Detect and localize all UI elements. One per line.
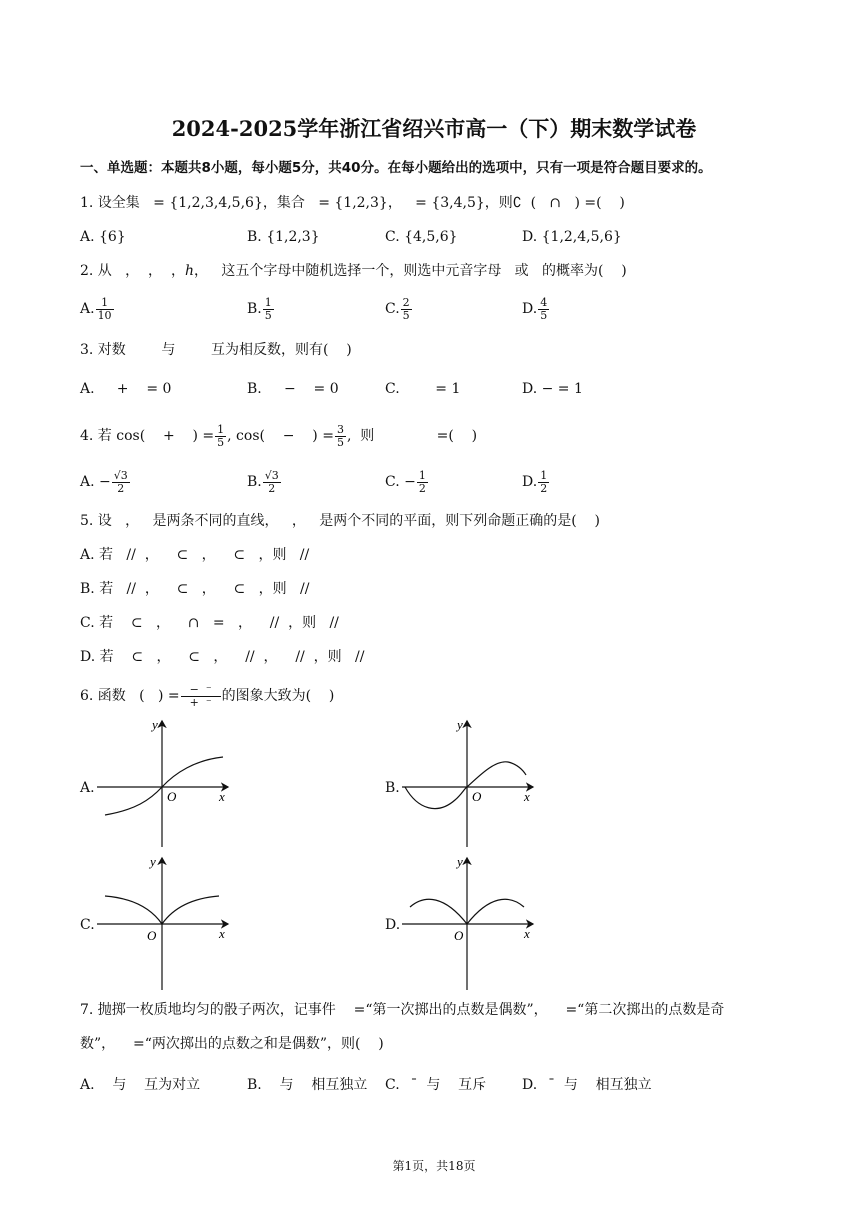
q6-option-a: A. [80, 780, 95, 796]
q3-option-c: C. = 1 [385, 381, 461, 397]
q5-option-a: A. 若 // ， ⊂ ， ⊂ ，则 // [80, 547, 310, 563]
q5-option-d: D. 若 ⊂ ， ⊂ ， // ， // ，则 // [80, 649, 365, 665]
graph-b [400, 715, 550, 850]
page-title: 2024-2025学年浙江省绍兴市高一（下）期末数学试卷 [171, 116, 697, 141]
graph-a [95, 715, 245, 850]
y-label: y [150, 854, 156, 869]
curve [405, 762, 526, 809]
q3-option-d: D. − = 1 [522, 381, 583, 397]
page-footer: 第1页，共18页 [392, 1159, 476, 1173]
q2-option-d: D. $\frac{4}{5}$ [522, 296, 548, 322]
q2-option-a: A. $\frac{1}{10}$ [80, 296, 112, 322]
question-7-line-2: 数”， =“两次掷出的点数之和是偶数”，则( ) [80, 1036, 384, 1052]
q7-option-b: B. 与 相互独立 [247, 1077, 368, 1093]
q1-option-c: C. {4,5,6} [385, 229, 458, 245]
q3-option-a: A. + = 0 [80, 381, 172, 397]
graph-d [400, 852, 550, 992]
q7-option-c: C. ̄ 与 互斥 [385, 1077, 487, 1093]
q5-option-c: C. 若 ⊂ ， ∩ = ， // ，则 // [80, 615, 339, 631]
q5-option-b: B. 若 // ， ⊂ ， ⊂ ，则 // [80, 581, 310, 597]
q7-option-d: D. ̄ 与 相互独立 [522, 1077, 652, 1093]
q1-option-d: D. {1,2,4,5,6} [522, 229, 622, 245]
q6-option-c: C. [80, 917, 95, 933]
origin-label: O [454, 928, 464, 943]
y-label: y [457, 854, 463, 869]
q2-option-b: B. $\frac{1}{5}$ [247, 296, 272, 322]
q1-option-a: A. {6} [80, 229, 126, 245]
question-5-stem: 5. 设 ， 是两条不同的直线， ， 是两个不同的平面，则下列命题正确的是( ) [80, 513, 600, 529]
q4-option-a: A. − $\frac{√3}{2}$ [80, 469, 128, 495]
q3-option-b: B. − = 0 [247, 381, 339, 397]
q4-option-d: D. $\frac{1}{2}$ [522, 469, 548, 495]
y-label: y [457, 717, 463, 732]
question-6-stem: 6. 函数 ( ) = $\frac{- ^-}{+ ^-}$ 的图象大致为( ) [80, 683, 335, 709]
origin-label: O [167, 789, 177, 804]
x-label: x [524, 926, 530, 941]
q2-option-c: C. $\frac{2}{5}$ [385, 296, 410, 322]
question-3-stem: 3. 对数 与 互为相反数，则有( ) [80, 342, 352, 358]
x-label: x [219, 789, 225, 804]
graph-c [95, 852, 245, 992]
question-4-stem: 4. 若 cos( + ) = $\frac{1}{5}$ , cos( − ) = $\frac{3}{5}$ , 则 =( ) [80, 423, 478, 449]
q6-option-b: B. [385, 780, 400, 796]
origin-label: O [472, 789, 482, 804]
q4-option-c: C. − $\frac{1}{2}$ [385, 469, 426, 495]
q6-option-d: D. [385, 917, 401, 933]
q1-option-b: B. {1,2,3} [247, 229, 320, 245]
question-1-stem: 1. 设全集 = {1,2,3,4,5,6}，集合 = {1,2,3}， = {3,4,5}，则∁ ( ∩ ) =( ) [80, 195, 625, 211]
y-label: y [152, 717, 158, 732]
curve [105, 757, 223, 815]
x-label: x [219, 926, 225, 941]
section-heading: 一、单选题：本题共8小题，每小题5分，共40分。在每小题给出的选项中，只有一项是符合题目要求的。 [80, 160, 712, 176]
q4-option-b: B. $\frac{√3}{2}$ [247, 469, 279, 495]
x-label: x [524, 789, 530, 804]
question-2-stem: 2. 从 ， ， ，ℎ， 这五个字母中随机选择一个，则选中元音字母 或 的概率为( ) [80, 263, 627, 279]
q7-option-a: A. 与 互为对立 [80, 1077, 201, 1093]
question-7-line-1: 7. 抛掷一枚质地均匀的骰子两次，记事件 =“第一次掷出的点数是偶数”， =“第二次掷出的点数是奇 [80, 1002, 725, 1018]
origin-label: O [147, 928, 157, 943]
